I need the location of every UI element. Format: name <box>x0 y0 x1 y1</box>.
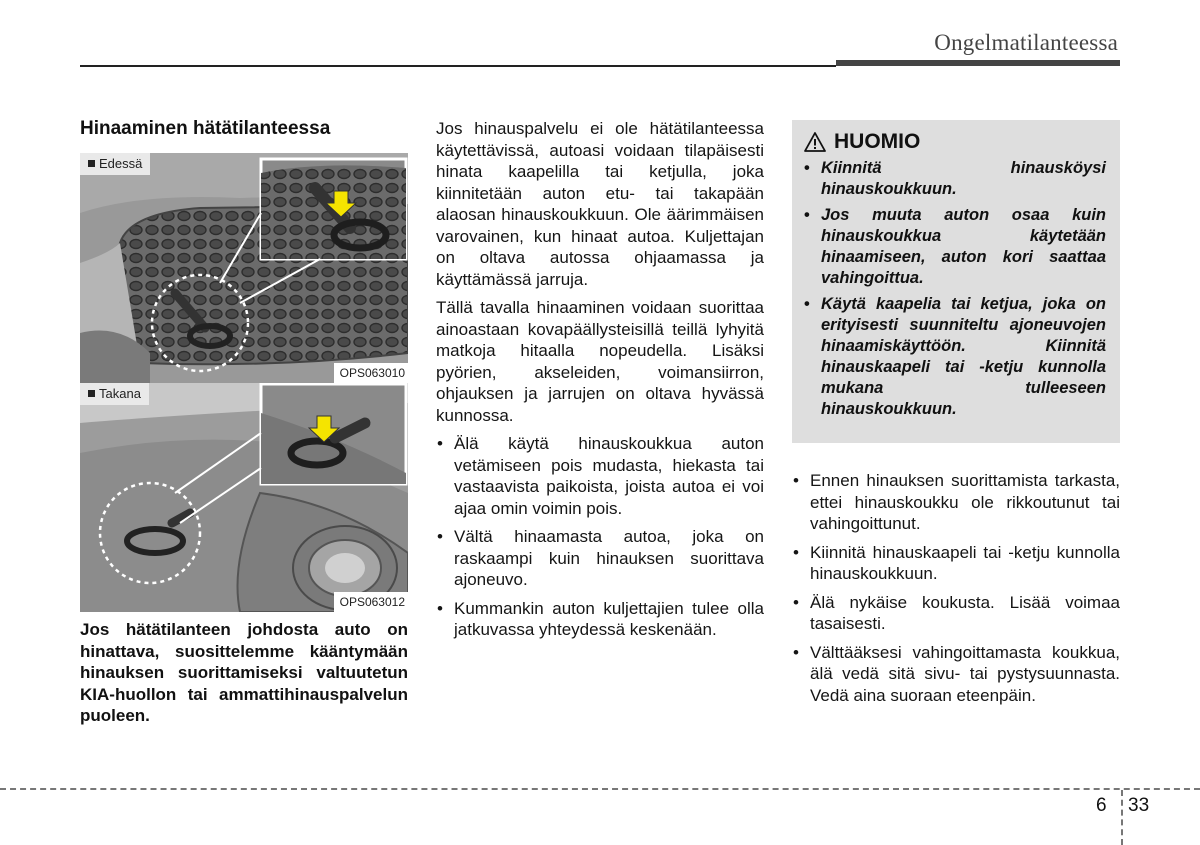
figure-front-label: Edessä <box>80 153 150 175</box>
towing-recommendation: Jos hätätilanteen johdosta auto on hinattava, suosittelemme kääntymään hinauksen suorittamiseksi valtuutetun KIA-huollon tai ammattihinauspalvelun puoleen. <box>80 620 408 725</box>
list-item: • Välttääksesi vahingoittamasta koukkua, älä vedä sitä sivu- tai pystysuunnasta. Vedä aina suoraan eteenpäin. <box>793 642 1120 705</box>
paragraph: Jos hinauspalvelu ei ole hätätilanteessa käytettävissä, autoasi voidaan tilapäisesti hinata kaapelilla tai ketjulla, joka kiinnitetään auton etu- tai takapään alaosan hinauskoukkuun. Ole äärimmäisen varovainen, kun hinaat autoa. Kuljettajan on oltava autossa ohjaamassa ja käyttämässä jarruja. <box>436 119 764 289</box>
header-rule <box>80 65 836 67</box>
figure-front-code: OPS063010 <box>334 363 408 383</box>
right-column <box>792 470 1120 713</box>
caution-item: • Kiinnitä hinausköysi hinauskoukkuun. <box>804 159 1106 198</box>
chapter-number: 6 <box>1096 795 1107 816</box>
page-number: 33 <box>1128 795 1150 816</box>
list-item: • Vältä hinaamasta autoa, joka on raskaampi kuin hinauksen suorittava ajoneuvo. <box>437 527 764 589</box>
section-heading: Hinaaminen hätätilanteessa <box>80 118 331 139</box>
list-item: • Kiinnitä hinauskaapeli tai -ketju kunnolla hinauskoukkuun. <box>793 542 1120 583</box>
figure-rear-tow-hook <box>80 383 408 612</box>
list-item: • Kummankin auton kuljettajien tulee olla jatkuvassa yhteydessä keskenään. <box>437 598 764 639</box>
middle-column <box>436 118 764 648</box>
paragraph: Tällä tavalla hinaaminen voidaan suorittaa ainoastaan kovapäällysteisillä teillä lyhyitä matkoja hitaalla nopeudella. Lisäksi pyörien, akseleiden, voimansiirron, ohjauksen ja jarrujen on oltava hyvässä kunnossa. <box>436 298 764 425</box>
figure-front-tow-hook <box>80 153 408 383</box>
right-bullet-list <box>792 470 1120 706</box>
front-bumper-illustration <box>80 153 408 383</box>
caution-item: • Käytä kaapelia tai ketjua, joka on erityisesti suunniteltu ajoneuvojen hinaamiskäyttöön. Kiinnitä hinauskaapeli tai -ketju kunnolla mukana tulleeseen hinauskoukkuun. <box>804 295 1106 418</box>
footer-rule <box>0 788 1200 790</box>
list-item: • Älä nykäise koukusta. Lisää voimaa tasaisesti. <box>793 592 1120 633</box>
header-rule-accent <box>836 60 1120 66</box>
list-item: • Ennen hinauksen suorittamista tarkasta, ettei hinauskoukku ole rikkoutunut tai vahingoittunut. <box>793 471 1120 533</box>
caution-item: • Jos muuta auton osaa kuin hinauskoukkua käytetään hinaamiseen, auton kori saattaa vahingoittua. <box>804 206 1106 287</box>
warning-triangle-icon <box>804 132 826 152</box>
caution-title: HUOMIO <box>804 130 1106 154</box>
caution-box <box>792 120 1120 443</box>
running-header: Ongelmatilanteessa <box>934 30 1118 55</box>
middle-bullet-list <box>436 433 764 641</box>
list-item: • Älä käytä hinauskoukkua auton vetämiseen pois mudasta, hiekasta tai vastaavista paikoista, joista autoa ei voi ajaa omin voimin pois. <box>437 434 764 518</box>
figure-rear-code: OPS063012 <box>334 592 408 612</box>
caution-list <box>804 158 1106 420</box>
figure-rear-label: Takana <box>80 383 149 405</box>
rear-bumper-illustration <box>80 383 408 612</box>
footer-divider <box>1121 790 1123 845</box>
